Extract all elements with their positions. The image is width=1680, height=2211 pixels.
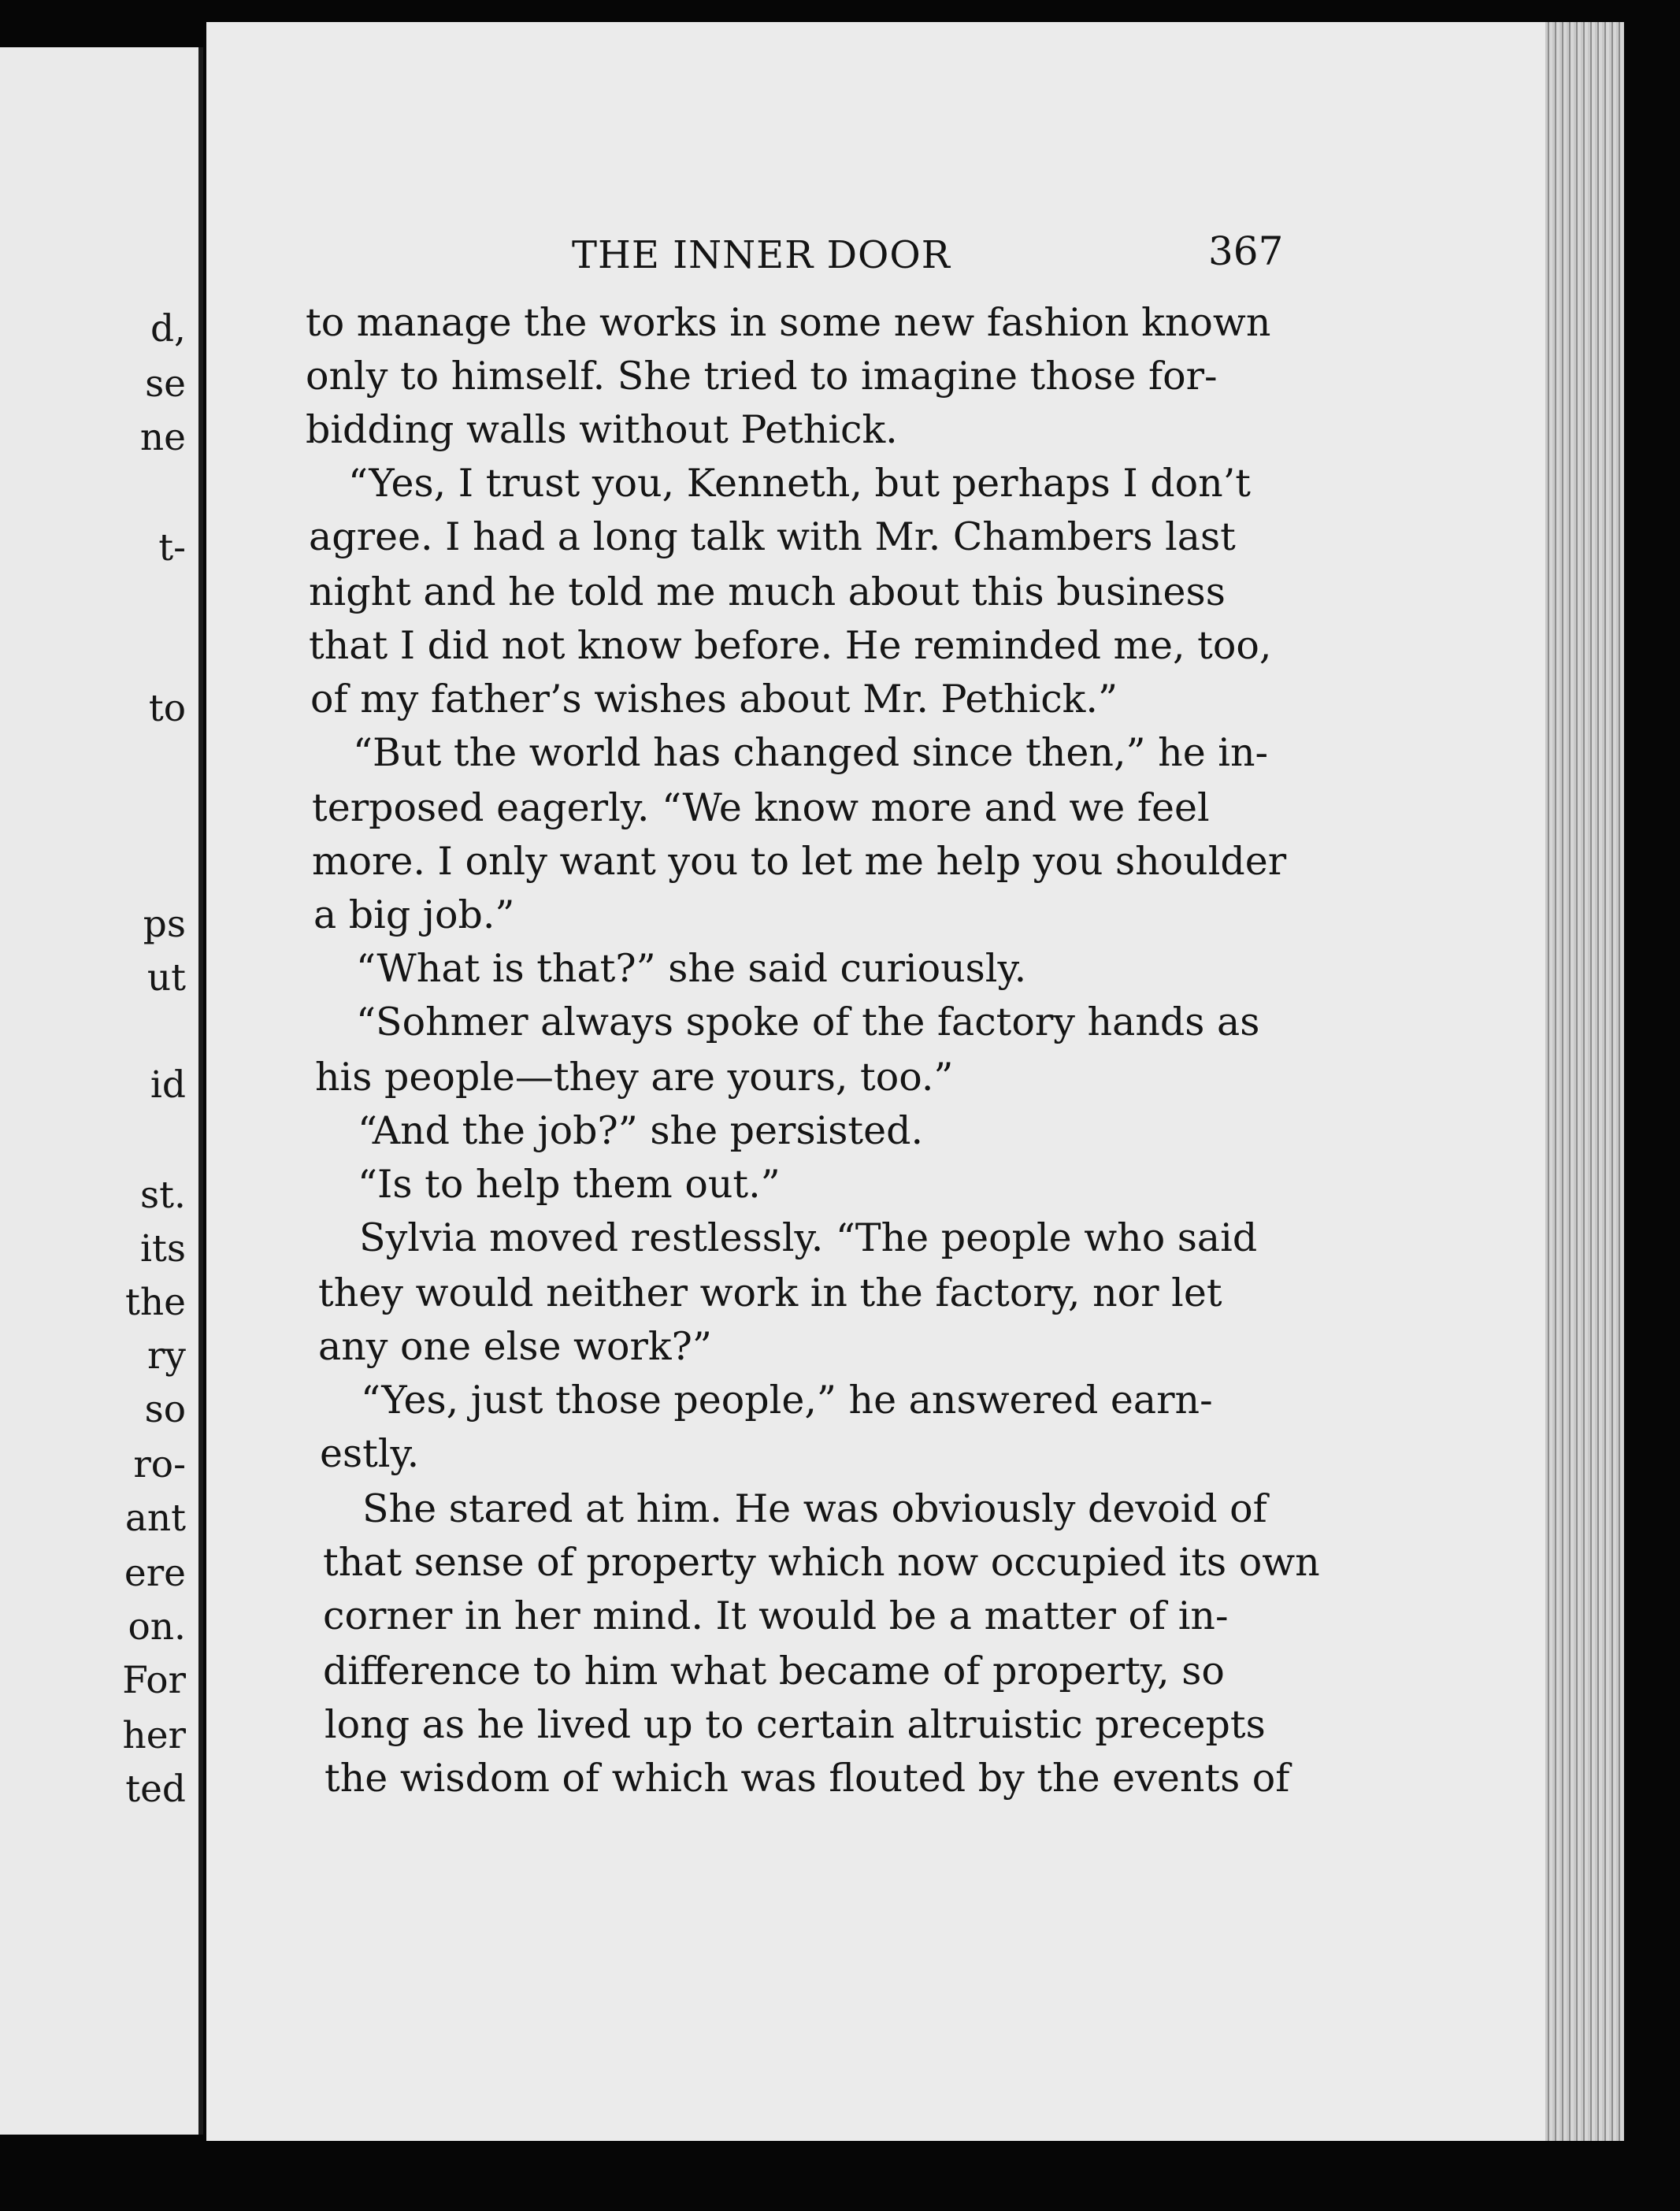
text-line: bidding walls without Pethick. [306, 407, 898, 452]
left-page-fragment: ted [125, 1768, 186, 1811]
text-line: “But the world has changed since then,” he in- [353, 730, 1269, 775]
left-page-fragment: its [139, 1227, 186, 1271]
left-page-fragment: to [148, 687, 186, 730]
text-line: She stared at him. He was obviously devoid of [362, 1486, 1267, 1531]
left-page-fragment: ne [139, 416, 186, 459]
left-page-fragment: on. [128, 1605, 186, 1649]
text-line: any one else work?” [318, 1324, 712, 1369]
text-line: that sense of property which now occupied its own [323, 1540, 1320, 1585]
page-number: 367 [1208, 228, 1284, 274]
left-page-fragment: d, [150, 307, 186, 351]
text-line: long as he lived up to certain altruistic precepts [325, 1702, 1266, 1747]
left-page-fragment: id [150, 1063, 186, 1107]
text-line: they would neither work in the factory, nor let [318, 1271, 1222, 1315]
left-page-fragment: ps [143, 903, 186, 946]
text-line: estly. [320, 1431, 420, 1476]
book-gutter [198, 47, 203, 2135]
page-header [206, 219, 1545, 282]
left-page-fragment: For [122, 1659, 186, 1702]
text-line: night and he told me much about this business [309, 569, 1226, 614]
text-line: more. I only want you to let me help you shoulder [312, 839, 1287, 884]
left-page-fragment: st. [140, 1174, 186, 1217]
text-line: “Yes, I trust you, Kenneth, but perhaps I don’t [348, 461, 1251, 506]
left-page-fragment: ant [124, 1497, 186, 1540]
text-line: terposed eagerly. “We know more and we feel [312, 785, 1210, 830]
text-line: Sylvia moved restlessly. “The people who said [359, 1215, 1258, 1260]
text-line: to manage the works in some new fashion known [306, 300, 1271, 345]
text-line: “Yes, just those people,” he answered earn- [361, 1378, 1213, 1423]
left-page-fragment: ut [146, 956, 186, 1000]
left-page-fragment: ere [124, 1552, 186, 1595]
left-page-fragment: t- [158, 526, 186, 569]
text-line: a big job.” [313, 892, 515, 937]
text-line: agree. I had a long talk with Mr. Chambers last [309, 514, 1236, 559]
page-stack-edge [1545, 22, 1624, 2141]
text-line: of my father’s wishes about Mr. Pethick.” [310, 677, 1118, 722]
facing-page-left [0, 47, 198, 2135]
book-page [206, 22, 1545, 2141]
text-line: corner in her mind. It would be a matter of in- [323, 1593, 1229, 1638]
left-page-fragment: se [145, 362, 186, 406]
left-page-fragment: so [144, 1388, 186, 1431]
text-line: “What is that?” she said curiously. [356, 946, 1027, 991]
text-line: only to himself. She tried to imagine those for- [306, 354, 1218, 399]
text-line: “Is to help them out.” [358, 1162, 781, 1207]
left-page-fragment: the [125, 1281, 186, 1324]
left-page-fragment: ry [146, 1334, 186, 1378]
left-page-fragment: ro- [133, 1443, 186, 1486]
text-line: the wisdom of which was flouted by the events of [325, 1756, 1290, 1801]
text-line: his people—they are yours, too.” [315, 1055, 954, 1100]
text-line: difference to him what became of property, so [323, 1649, 1225, 1693]
text-line: “Sohmer always spoke of the factory hands as [356, 1000, 1260, 1044]
text-line: “And the job?” she persisted. [358, 1108, 924, 1153]
text-line: that I did not know before. He reminded me, too, [309, 623, 1272, 668]
running-title: THE INNER DOOR [572, 233, 951, 277]
left-page-fragment: her [122, 1714, 186, 1757]
